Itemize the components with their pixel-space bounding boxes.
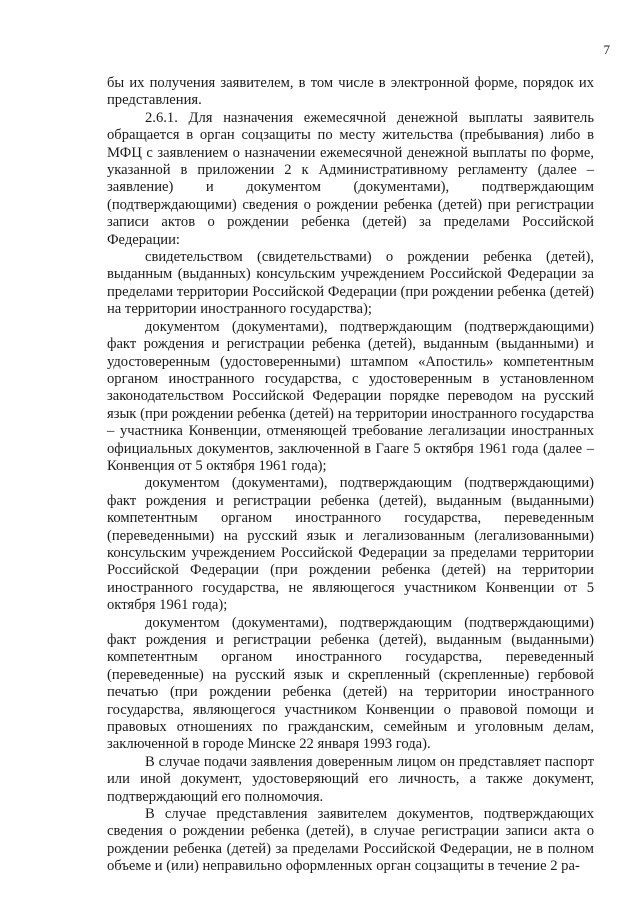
paragraph-minsk-convention-document: документом (документами), подтверждающим (подтверждающими) факт рождения и регистрации ребенка (детей), выданным (выданными) компетентным органом иностранного государства, переведенный (переведенные) на русский язык и скрепленный (скрепленные) гербовой печатью (при рождении ребенка (детей) на территории иностранного государства, являющегося участником Конвенции о правовой помощи и правовых отношениях по гражданским, семейным и уголовным делам, заключенной в городе Минске 22 января 1993 года). [107,614,594,753]
paragraph-legalized-document: документом (документами), подтверждающим (подтверждающими) факт рождения и регистрации ребенка (детей), выданным (выданными) компетентным органом иностранного государства, переведенным (переведенными) на русский язык и легализованным (легализованными) консульским учреждением Российской Федерации за пределами территории Российской Федерации (при рождении ребенка (детей) на территории иностранного государства, не являющегося участником Конвенции от 5 октября 1961 года); [107,475,594,614]
document-body [107,75,594,876]
paragraph-incomplete-documents: В случае представления заявителем документов, подтверждающих сведения о рождении ребенка (детей), в случае регистрации записи акта о рождении ребенка (детей) за пределами Российской Федерации, не в полном объеме и (или) неправильно оформленных орган соцзащиты в течение 2 ра- [107,806,594,875]
page-number: 7 [603,42,610,57]
paragraph-continuation: бы их получения заявителем, в том числе в электронной форме, порядок их представления. [107,75,594,109]
paragraph-birth-certificate: свидетельством (свидетельствами) о рождении ребенка (детей), выданным (выданных) консульским учреждением Российской Федерации за пределами территории Российской Федерации (при рождении ребенка (детей) на территории иностранного государства); [107,249,594,318]
paragraph-authorized-person: В случае подачи заявления доверенным лицом он представляет паспорт или иной документ, удостоверяющий его личность, а также документ, подтверждающий его полномочия. [107,753,594,805]
paragraph-2-6-1: 2.6.1. Для назначения ежемесячной денежной выплаты заявитель обращается в орган соцзащиты по месту жительства (пребывания) либо в МФЦ с заявлением о назначении ежемесячной денежной выплаты по форме, указанной в приложении 2 к Административному регламенту (далее – заявление) и документом (документами), подтверждающим (подтверждающими) сведения о рождении ребенка (детей) при регистрации записи актов о рождении ребенка (детей) за пределами Российской Федерации: [107,109,594,248]
paragraph-apostille-document: документом (документами), подтверждающим (подтверждающими) факт рождения и регистрации ребенка (детей), выданным (выданными) и удостоверенным (удостоверенными) штампом «Апостиль» компетентным органом иностранного государства, с удостоверенным в установленном законодательством Российской Федерации порядке переводом на русский язык (при рождении ребенка (детей) на территории иностранного государства – участника Конвенции, отменяющей требование легализации иностранных официальных документов, заключенной в Гааге 5 октября 1961 года (далее – Конвенция от 5 октября 1961 года); [107,318,594,474]
